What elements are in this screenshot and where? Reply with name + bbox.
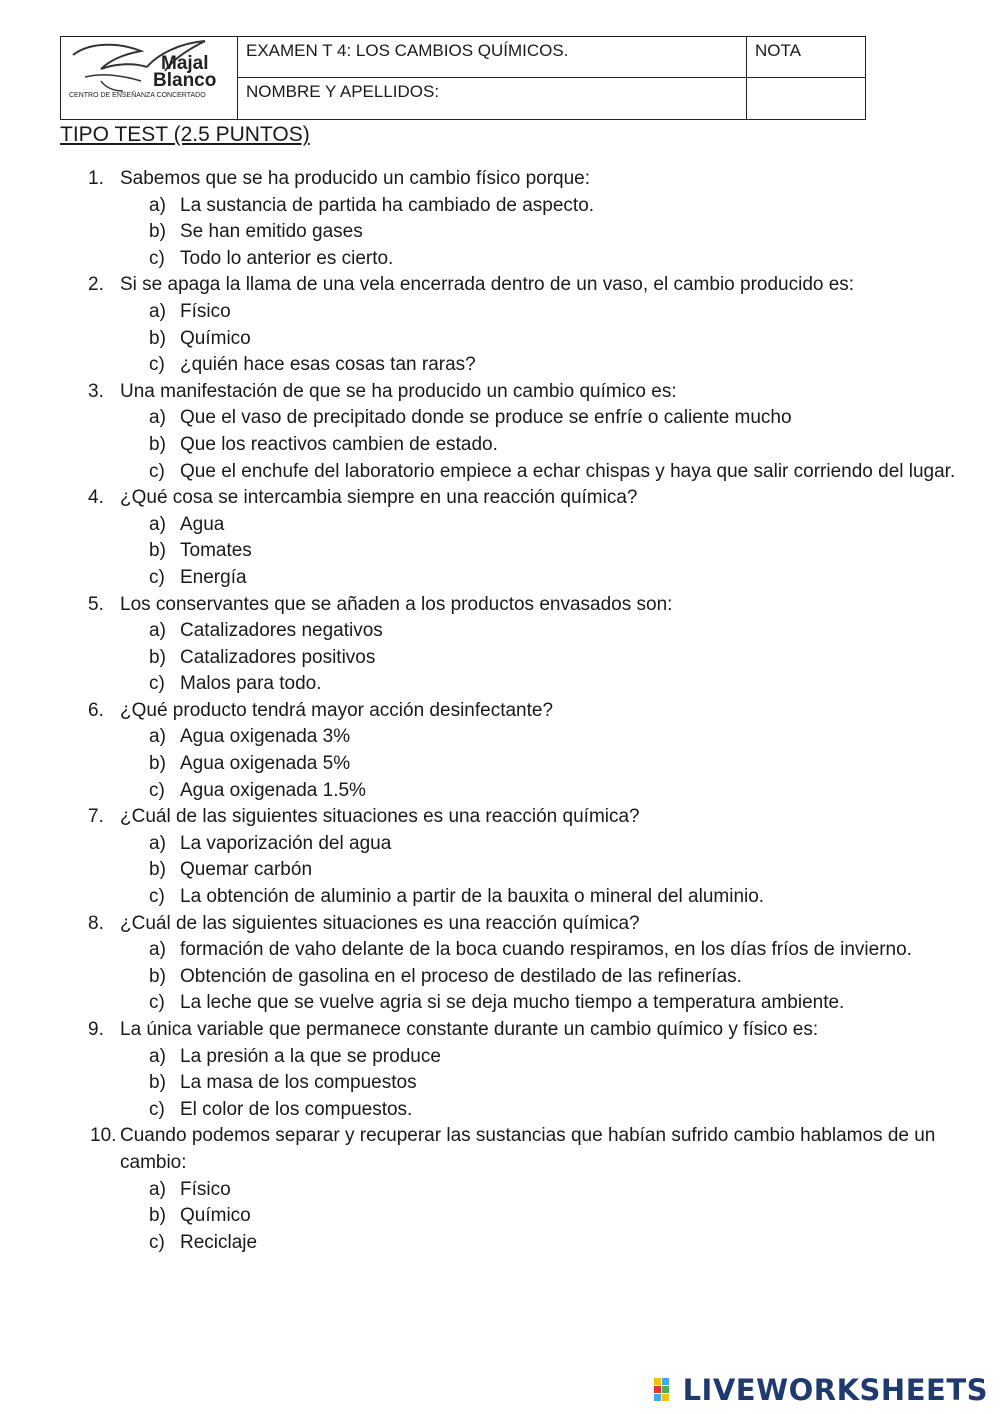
question-10 [60, 1123, 960, 1176]
answer-option[interactable] [60, 405, 960, 432]
answer-option[interactable] [60, 831, 960, 858]
option-letter: b) [149, 1205, 166, 1227]
grade-box[interactable] [747, 78, 866, 120]
answer-option[interactable] [60, 1097, 960, 1124]
option-letter: c) [149, 886, 165, 908]
answer-option[interactable] [60, 459, 960, 486]
option-letter: a) [149, 194, 166, 216]
school-logo-cell [61, 37, 238, 120]
option-text: Catalizadores negativos [180, 620, 383, 642]
logo-name-line1: Majal [161, 53, 209, 74]
option-letter: a) [149, 1045, 166, 1067]
option-letter: b) [149, 859, 166, 881]
question-number: 4. [88, 487, 104, 509]
option-letter: c) [149, 673, 165, 695]
answer-option[interactable] [60, 1177, 960, 1204]
option-letter: b) [149, 221, 166, 243]
answer-option[interactable] [60, 964, 960, 991]
option-letter: a) [149, 1178, 166, 1200]
option-text: Todo lo anterior es cierto. [180, 247, 394, 269]
question-4 [60, 485, 960, 512]
option-text: Agua [180, 513, 225, 535]
exam-title: EXAMEN T 4: LOS CAMBIOS QUÍMICOS. [246, 41, 569, 60]
question-list [60, 166, 960, 1256]
question-text: Si se apaga la llama de una vela encerrada dentro de un vaso, el cambio producido es: [120, 274, 855, 296]
answer-option[interactable] [60, 432, 960, 459]
option-letter: c) [149, 1098, 165, 1120]
question-text: ¿Qué cosa se intercambia siempre en una reacción química? [120, 487, 638, 509]
answer-option[interactable] [60, 219, 960, 246]
option-letter: c) [149, 992, 165, 1014]
option-text: Obtención de gasolina en el proceso de destilado de las refinerías. [180, 965, 742, 987]
question-number: 5. [88, 593, 104, 615]
option-text: El color de los compuestos. [180, 1098, 413, 1120]
option-letter: c) [149, 354, 165, 376]
question-text: Una manifestación de que se ha producido un cambio químico es: [120, 380, 677, 402]
name-label: NOMBRE Y APELLIDOS: [246, 82, 440, 101]
question-text: Los conservantes que se añaden a los productos envasados son: [120, 593, 673, 615]
option-text: formación de vaho delante de la boca cuando respiramos, en los días fríos de invierno. [180, 939, 912, 961]
option-letter: a) [149, 300, 166, 322]
logo-name-line2: Blanco [153, 70, 217, 91]
option-letter: b) [149, 540, 166, 562]
question-2 [60, 272, 960, 299]
option-text: Físico [180, 300, 231, 322]
answer-option[interactable] [60, 538, 960, 565]
question-7 [60, 804, 960, 831]
option-letter: b) [149, 646, 166, 668]
option-letter: c) [149, 566, 165, 588]
question-text: La única variable que permanece constante durante un cambio químico y físico es: [120, 1019, 819, 1040]
liveworksheets-icon [653, 1377, 679, 1403]
name-cell[interactable] [238, 78, 747, 120]
answer-option[interactable] [60, 857, 960, 884]
option-letter: b) [149, 1072, 166, 1094]
question-3 [60, 379, 960, 406]
option-letter: a) [149, 726, 166, 748]
option-text: La sustancia de partida ha cambiado de aspecto. [180, 194, 595, 216]
question-text: ¿Qué producto tendrá mayor acción desinfectante? [120, 699, 554, 721]
answer-option[interactable] [60, 246, 960, 273]
option-text: Agua oxigenada 5% [180, 753, 351, 775]
option-letter: a) [149, 407, 166, 429]
option-letter: a) [149, 832, 166, 854]
option-letter: c) [149, 1231, 165, 1253]
answer-option[interactable] [60, 1203, 960, 1230]
nota-cell [747, 37, 866, 78]
option-text: Que el vaso de precipitado donde se produce se enfríe o caliente mucho [180, 407, 792, 429]
answer-option[interactable] [60, 565, 960, 592]
question-8 [60, 911, 960, 938]
option-text: La presión a la que se produce [180, 1045, 441, 1067]
option-text: Que los reactivos cambien de estado. [180, 433, 498, 455]
option-text: Tomates [180, 540, 252, 562]
liveworksheets-brand: LIVEWORKSHEETS [682, 1373, 988, 1407]
question-number: 3. [88, 380, 104, 402]
option-text: Catalizadores positivos [180, 646, 376, 668]
answer-option[interactable] [60, 990, 960, 1017]
option-text: Que el enchufe del laboratorio empiece a echar chispas y haya que salir corriendo del lugar. [180, 460, 956, 482]
liveworksheets-footer [653, 1372, 988, 1408]
option-text: Químico [180, 1205, 251, 1227]
option-text: La masa de los compuestos [180, 1072, 417, 1094]
option-text: Energía [180, 566, 247, 588]
option-text: Agua oxigenada 1.5% [180, 779, 366, 801]
option-letter: c) [149, 247, 165, 269]
answer-option[interactable] [60, 299, 960, 326]
question-number: 6. [88, 699, 104, 721]
option-text: Químico [180, 327, 251, 349]
option-letter: a) [149, 939, 166, 961]
answer-option[interactable] [60, 724, 960, 751]
question-number: 2. [88, 274, 104, 296]
answer-option[interactable] [60, 352, 960, 379]
option-text: La leche que se vuelve agria si se deja mucho tiempo a temperatura ambiente. [180, 992, 845, 1014]
option-letter: a) [149, 513, 166, 535]
option-letter: b) [149, 327, 166, 349]
question-number: 9. [88, 1019, 104, 1040]
exam-title-cell [238, 37, 747, 78]
question-number: 10. [90, 1125, 117, 1147]
option-text: La vaporización del agua [180, 832, 392, 854]
option-letter: b) [149, 433, 166, 455]
answer-option[interactable] [60, 1230, 960, 1257]
question-9 [60, 1017, 960, 1044]
option-text: Físico [180, 1178, 231, 1200]
question-text: Sabemos que se ha producido un cambio físico porque: [120, 168, 591, 189]
option-text: Reciclaje [180, 1231, 258, 1253]
option-letter: b) [149, 965, 166, 987]
answer-option[interactable] [60, 751, 960, 778]
option-letter: b) [149, 753, 166, 775]
answer-option[interactable] [60, 645, 960, 672]
question-text: ¿Cuál de las siguientes situaciones es una reacción química? [120, 912, 640, 934]
answer-option[interactable] [60, 937, 960, 964]
option-letter: c) [149, 460, 165, 482]
question-number: 7. [88, 806, 104, 828]
option-text: Se han emitido gases [180, 221, 363, 243]
section-title: TIPO TEST (2.5 PUNTOS) [60, 123, 310, 146]
option-text: Malos para todo. [180, 673, 322, 695]
answer-option[interactable] [60, 618, 960, 645]
question-5 [60, 592, 960, 619]
question-6 [60, 698, 960, 725]
answer-option[interactable] [60, 1070, 960, 1097]
answer-option[interactable] [60, 193, 960, 220]
logo-subtitle: CENTRO DE ENSEÑANZA CONCERTADO [69, 92, 206, 99]
option-text: Quemar carbón [180, 859, 313, 881]
option-text: Agua oxigenada 3% [180, 726, 351, 748]
option-letter: c) [149, 779, 165, 801]
answer-option[interactable] [60, 884, 960, 911]
option-text: ¿quién hace esas cosas tan raras? [180, 354, 476, 376]
question-number: 1. [88, 168, 104, 189]
answer-option[interactable] [60, 326, 960, 353]
answer-option[interactable] [60, 512, 960, 539]
question-text: Cuando podemos separar y recuperar las sustancias que habían sufrido cambio hablamos de un cambio: [120, 1125, 936, 1173]
nota-label: NOTA [755, 41, 801, 60]
option-letter: a) [149, 620, 166, 642]
question-number: 8. [88, 912, 104, 934]
question-1 [60, 166, 960, 193]
question-text: ¿Cuál de las siguientes situaciones es una reacción química? [120, 806, 640, 828]
answer-option[interactable] [60, 671, 960, 698]
answer-option[interactable] [60, 1044, 960, 1071]
answer-option[interactable] [60, 778, 960, 805]
school-logo [61, 37, 237, 121]
exam-header-table [60, 36, 866, 120]
option-text: La obtención de aluminio a partir de la bauxita o mineral del aluminio. [180, 886, 765, 908]
